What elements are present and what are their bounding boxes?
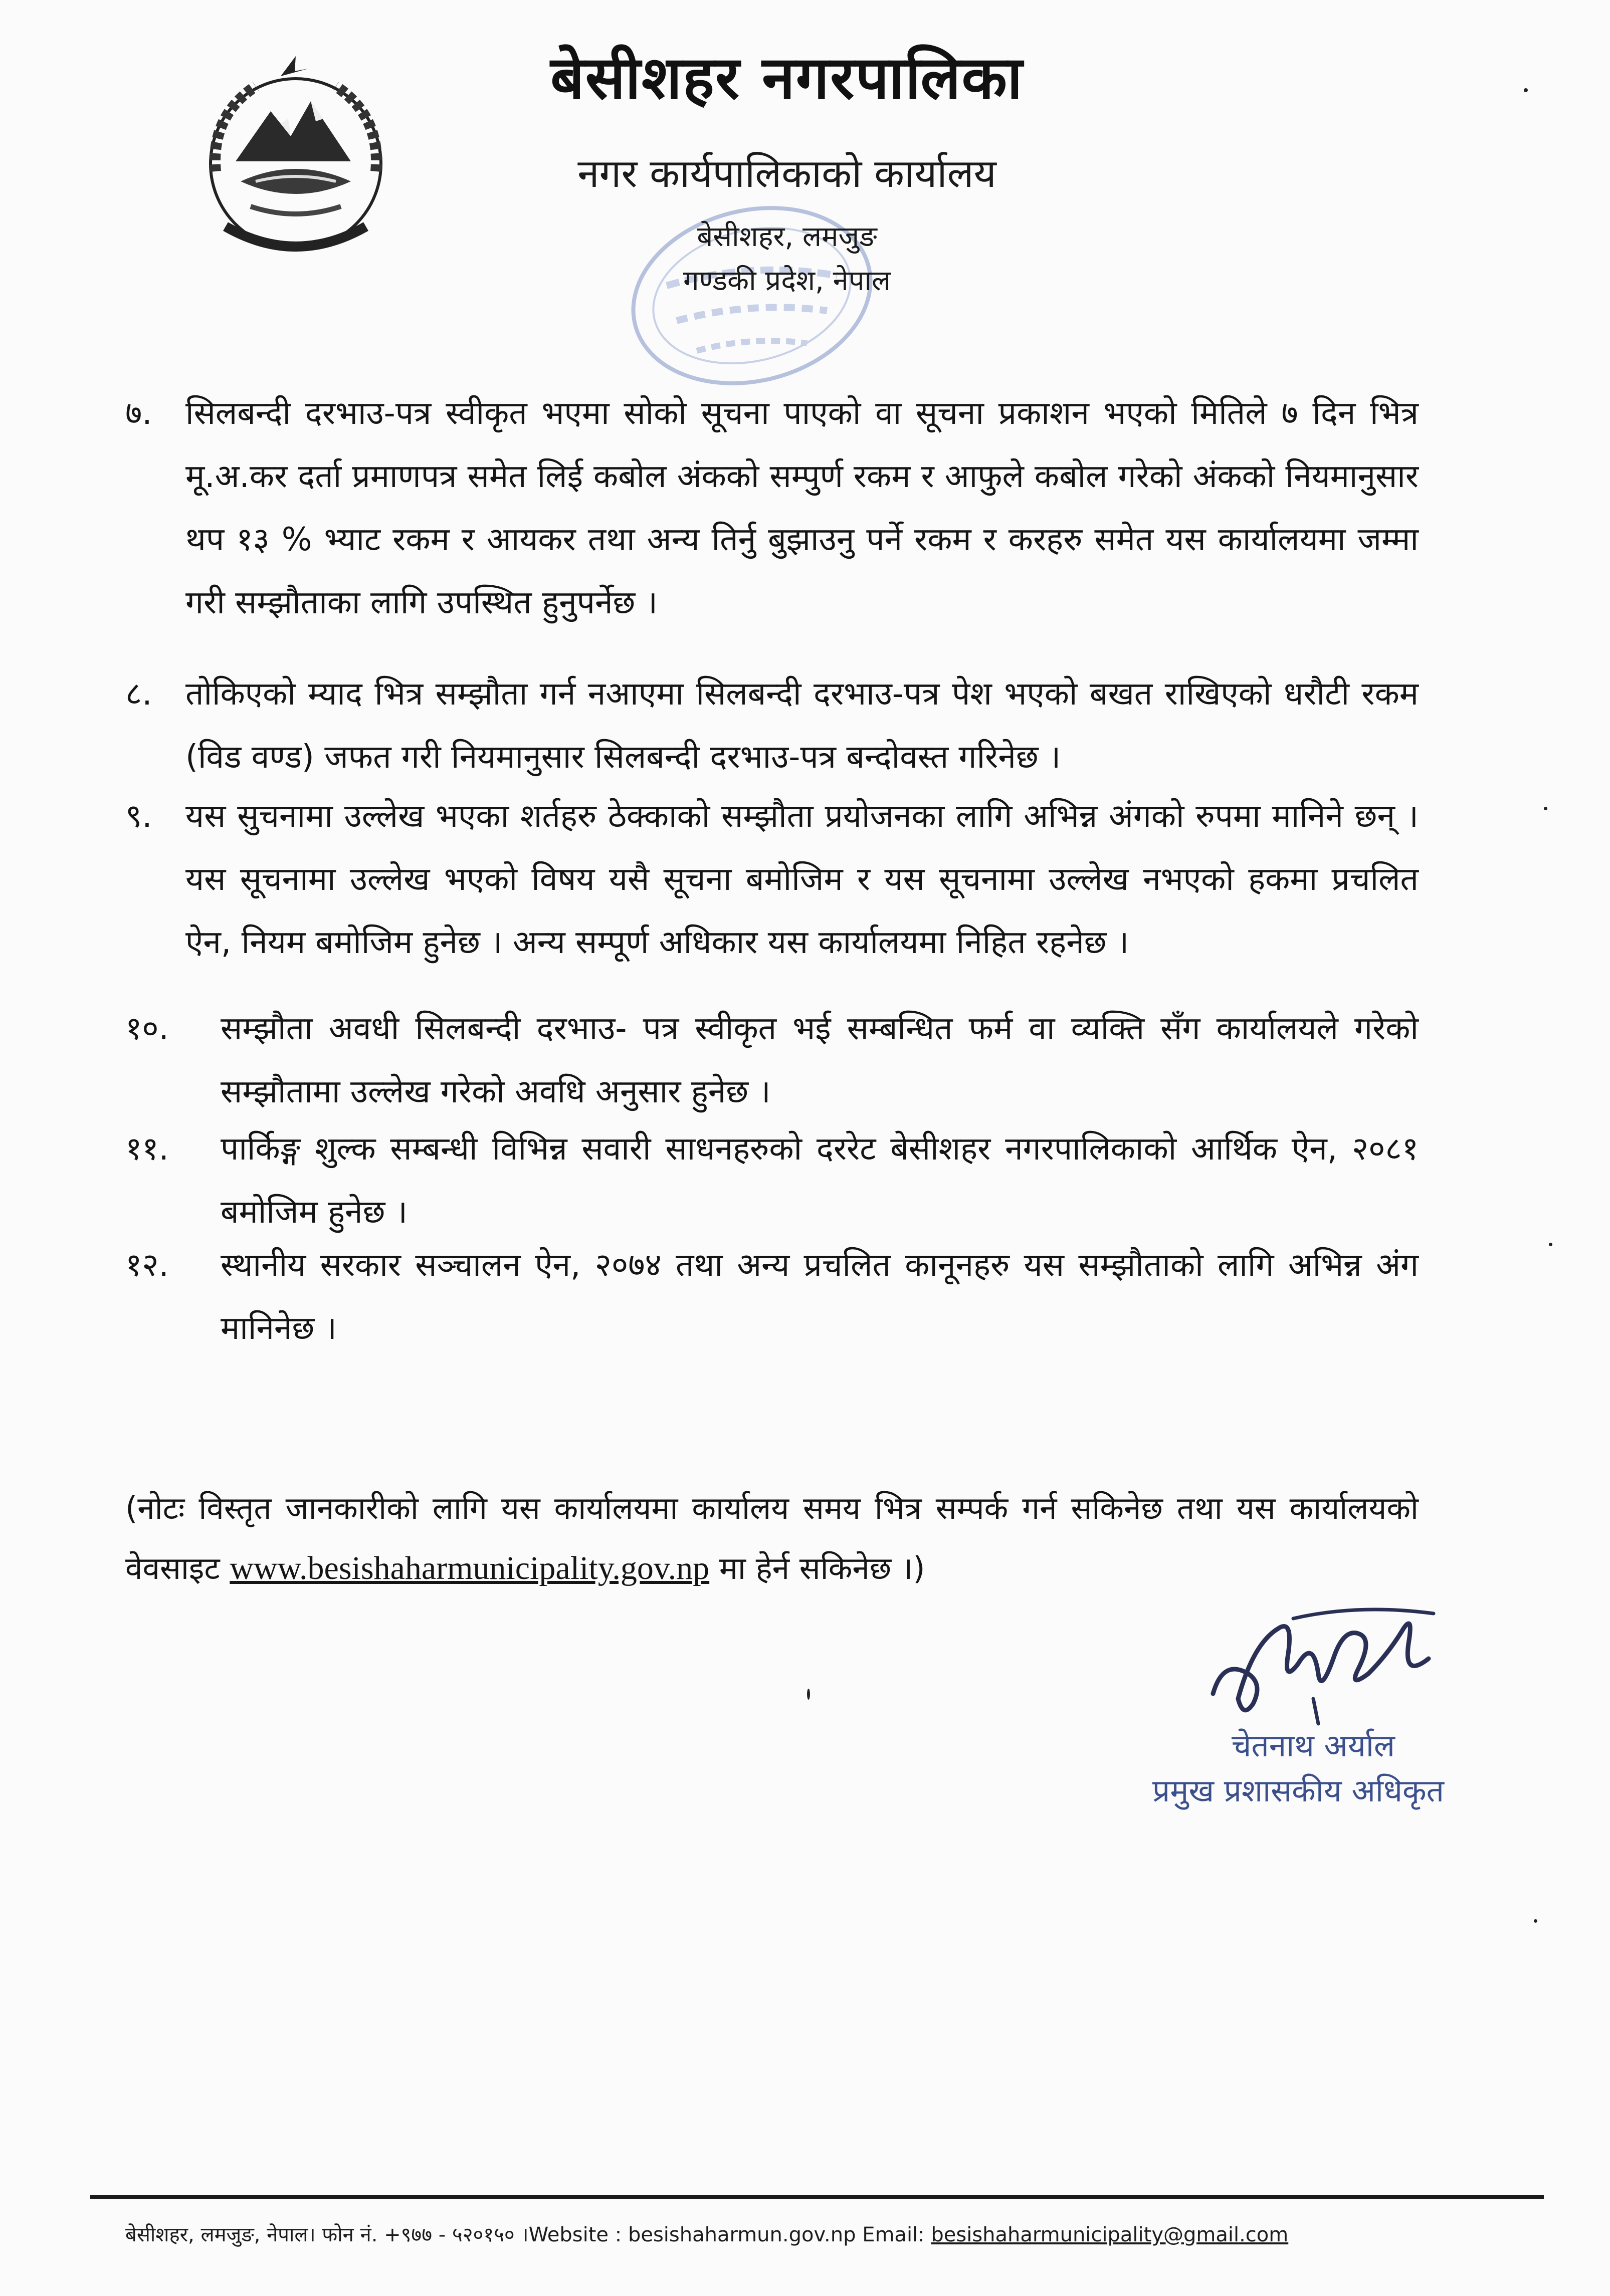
nepal-government-emblem-icon [180,56,411,267]
clause-text: तोकिएको म्याद भित्र सम्झौता गर्न नआएमा सिलबन्दी दरभाउ-पत्र पेश भएको बखत राखिएको धरौटी रकम (विड वण्ड) जफत गरी नियमानुसार सिलबन्दी दरभाउ-पत्र बन्दोवस्त गरिनेछ । [185,675,1419,776]
clause-11 [125,1117,1419,1244]
clause-text: सिलबन्दी दरभाउ-पत्र स्वीकृत भएमा सोको सूचना पाएको वा सूचना प्रकाशन भएको मितिले ७ दिन भित्र मू.अ.कर दर्ता प्रमाणपत्र समेत लिई कबोल अंकको सम्पुर्ण रकम र आफुले कबोल गरेको अंकको नियमानुसार थप १३ % भ्याट रकम र आयकर तथा अन्य तिर्नु बुझाउनु पर्ने रकम र करहरु समेत यस कार्यालयमा जम्मा गरी सम्झौताका लागि उपस्थित हुनुपर्नेछ । [185,395,1419,621]
footer-contact [125,2220,1529,2247]
website-link[interactable]: www.besishaharmunicipality.gov.np [230,1550,710,1586]
clause-text: सम्झौता अवधी सिलबन्दी दरभाउ- पत्र स्वीकृत भई सम्बन्धित फर्म वा व्यक्ति सँग कार्यालयले गरेको सम्झौतामा उल्लेख गरेको अवधि अनुसार हुनेछ । [221,1010,1419,1110]
scan-speck [1544,807,1547,810]
scan-speck [1524,88,1528,92]
clause-number: ११. [125,1130,169,1168]
clause-text: यस सुचनामा उल्लेख भएका शर्तहरु ठेक्काको सम्झौता प्रयोजनका लागि अभिन्न अंगको रुपमा मानिने छन् । यस सूचनामा उल्लेख भएको विषय यसै सूचना बमोजिम र यस सूचनामा उल्लेख नभएको हकमा प्रचलित ऐन, नियम बमोजिम हुनेछ । अन्य सम्पूर्ण अधिकार यस कार्यालयमा निहित रहनेछ । [185,798,1419,961]
clause-number: ८. [125,675,152,713]
clause-8 [125,662,1419,789]
clause-7 [125,382,1419,634]
footer-email-label: Email: [862,2223,925,2246]
note-suffix: मा हेर्न सकिनेछ ।) [719,1550,925,1586]
signer-name: चेतनाथ अर्याल [1232,1727,1395,1764]
scan-speck [807,1689,810,1700]
scan-speck [1549,1243,1552,1246]
footer-address-phone: बेसीशहर, लमजुङ, नेपाल। फोन नं. +९७७ - ५२०१५० । [125,2223,529,2246]
clause-text: पार्किङ्ग शुल्क सम्बन्धी विभिन्न सवारी साधनहरुको दररेट बेसीशहर नगरपालिकाको आर्थिक ऐन, २०८१ बमोजिम हुनेछ । [221,1130,1419,1231]
signer-title: प्रमुख प्रशासकीय अधिकृत [1152,1772,1445,1809]
office-address-line2: गण्डकी प्रदेश, नेपाल [683,265,891,297]
office-address-line1: बेसीशहर, लमजुङ [697,220,877,253]
footer-website: Website : besishaharmun.gov.np [528,2223,856,2246]
clause-number: १०. [125,1010,169,1047]
clause-12 [125,1234,1419,1360]
clause-number: ७. [125,395,152,432]
clause-10 [125,997,1419,1123]
clause-number: १२. [125,1247,169,1284]
handwritten-signature-icon [1193,1598,1454,1729]
clause-text: स्थानीय सरकार सञ्चालन ऐन, २०७४ तथा अन्य प्रचलित कानूनहरु यस सम्झौताको लागि अभिन्न अंग मानिनेछ । [221,1247,1419,1347]
office-name: बेसीशहर नगरपालिका [550,43,1024,112]
clause-9 [125,785,1419,974]
clause-number: ९. [125,798,152,835]
note-paragraph [125,1478,1419,1598]
office-subtitle: नगर कार्यपालिकाको कार्यालय [577,151,996,196]
footer-email-link[interactable]: besishaharmunicipality@gmail.com [931,2223,1289,2246]
note-prefix: (नोटः विस्तृत जानकारीको लागि यस कार्यालयमा कार्यालय समय भित्र सम्पर्क गर्न सकिनेछ तथा यस कार्यालयको वेवसाइट [125,1490,1419,1586]
scan-speck [1534,1919,1537,1923]
footer-divider [90,2195,1544,2199]
